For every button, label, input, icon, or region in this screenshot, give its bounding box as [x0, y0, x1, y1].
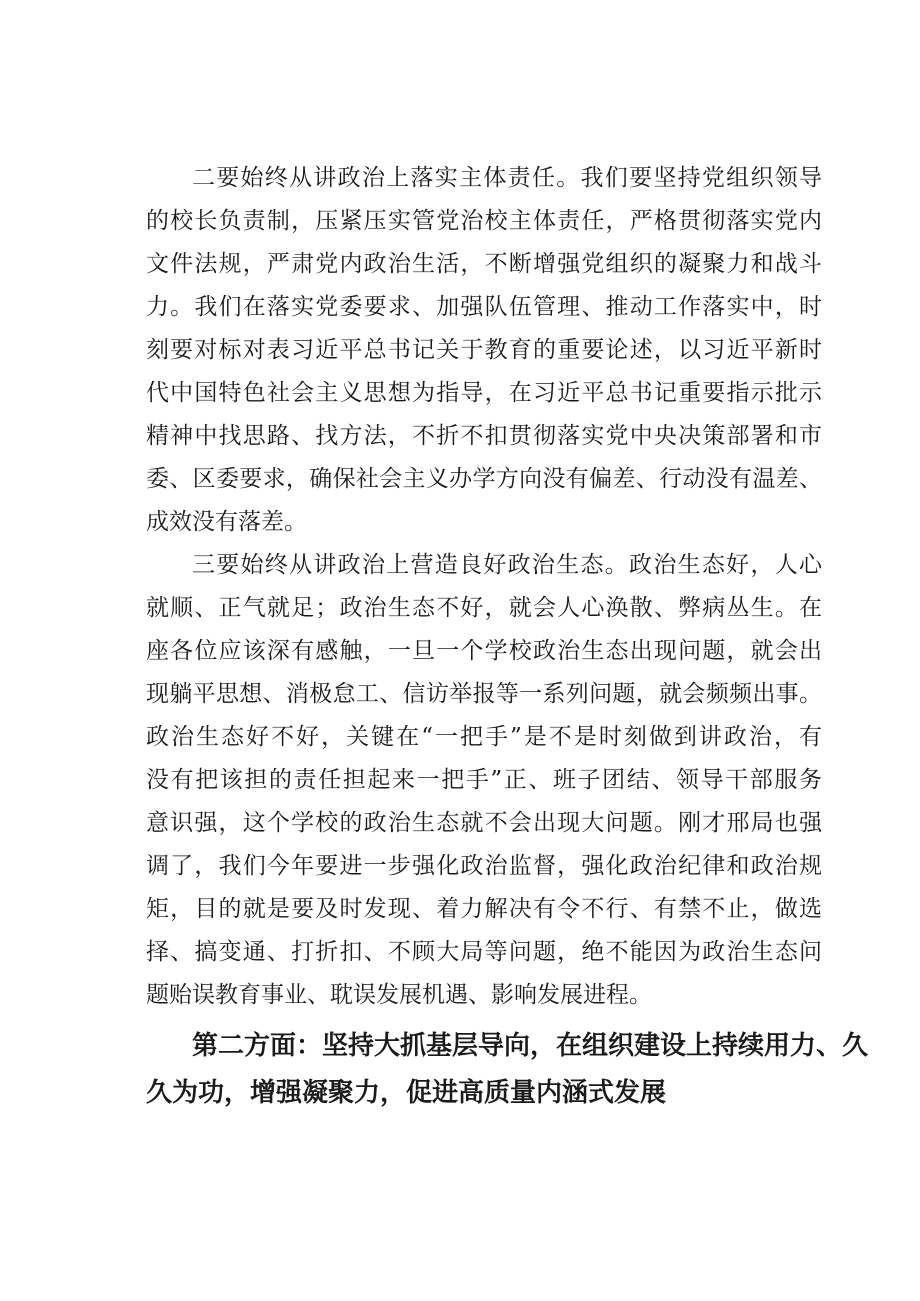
text-line: 成效没有落差。 [146, 509, 307, 535]
text-line: 刻要对标对表习近平总书记关于教育的重要论述，以习近平新时 [146, 337, 822, 363]
paragraph-political-ecology [146, 544, 822, 1017]
text-line: 座各位应该深有感触，一旦一个学校政治生态出现问题，就会出 [146, 638, 822, 664]
text-line: 委、区委要求，确保社会主义办学方向没有偏差、行动没有温差、 [146, 466, 822, 492]
text-line: 题贻误教育事业、耽误发展机遇、影响发展进程。 [146, 982, 652, 1008]
text-line: 三要始终从讲政治上营造良好政治生态。政治生态好，人心 [192, 552, 822, 578]
text-line: 调了，我们今年要进一步强化政治监督，强化政治纪律和政治规 [146, 853, 822, 879]
heading-line: 久为功，增强凝聚力，促进高质量内涵式发展 [146, 1078, 667, 1108]
text-line: 力。我们在落实党委要求、加强队伍管理、推动工作落实中，时 [146, 294, 822, 320]
text-line: 精神中找思路、找方法，不折不扣贯彻落实党中央决策部署和市 [146, 423, 822, 449]
text-line: 就顺、正气就足；政治生态不好，就会人心涣散、弊病丛生。在 [146, 595, 822, 621]
text-line: 二要始终从讲政治上落实主体责任。我们要坚持党组织领导 [192, 165, 822, 191]
text-line: 文件法规，严肃党内政治生活，不断增强党组织的凝聚力和战斗 [146, 251, 822, 277]
text-line: 政治生态好不好，关键在“一把手”是不是时刻做到讲政治，有 [146, 724, 822, 750]
text-line: 代中国特色社会主义思想为指导，在习近平总书记重要指示批示 [146, 380, 822, 406]
heading-line: 第二方面：坚持大抓基层导向，在组织建设上持续用力、久 [192, 1031, 869, 1061]
text-line: 现躺平思想、消极怠工、信访举报等一系列问题，就会频频出事。 [146, 681, 822, 707]
section-heading [146, 1023, 869, 1117]
text-line: 矩，目的就是要及时发现、着力解决有令不行、有禁不止，做选 [146, 896, 822, 922]
paragraph-main-responsibility [146, 157, 822, 544]
text-line: 没有把该担的责任担起来一把手”正、班子团结、领导干部服务 [146, 767, 822, 793]
text-line: 择、搞变通、打折扣、不顾大局等问题，绝不能因为政治生态问 [146, 939, 822, 965]
text-line: 的校长负责制，压紧压实管党治校主体责任，严格贯彻落实党内 [146, 208, 822, 234]
text-line: 意识强，这个学校的政治生态就不会出现大问题。刚才邢局也强 [146, 810, 822, 836]
